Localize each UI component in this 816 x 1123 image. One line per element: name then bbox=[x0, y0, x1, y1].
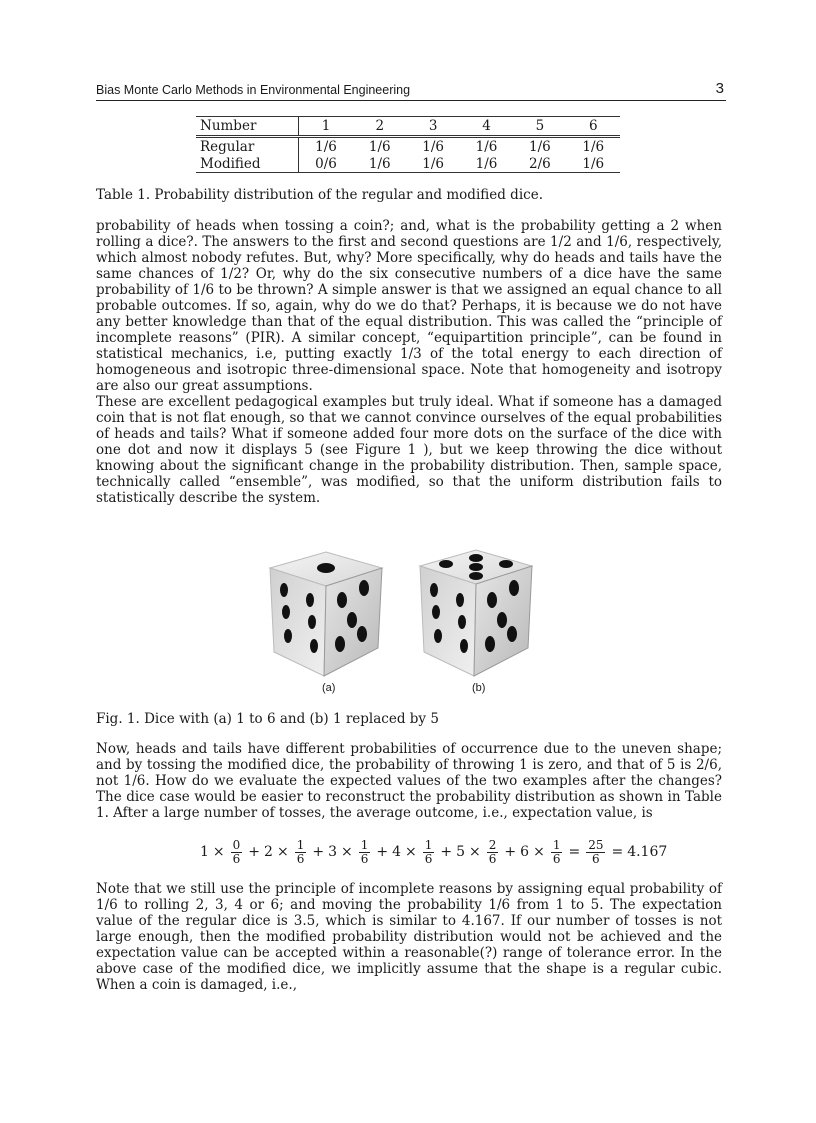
eq-factor: 1 bbox=[200, 844, 209, 860]
table-cell: 1/6 bbox=[422, 138, 445, 155]
body-paragraph bbox=[96, 881, 722, 993]
table-caption: Table 1. Probability distribution of the regular and modified dice. bbox=[96, 187, 543, 203]
body-paragraph bbox=[96, 218, 722, 506]
table-header-row bbox=[196, 117, 620, 137]
eq-numerator: 2 bbox=[488, 837, 497, 852]
eq-factor: 3 bbox=[328, 844, 337, 860]
eq-factor: 4 bbox=[392, 844, 402, 860]
table-row-label: Modified bbox=[196, 155, 299, 173]
eq-numerator: 0 bbox=[232, 837, 241, 852]
page-number: 3 bbox=[715, 80, 724, 97]
eq-denominator: 6 bbox=[232, 851, 241, 866]
paragraph-3: Now, heads and tails have different probabilities of occurrence due to the uneven shape; and by tossing the modified dice, the probability of throwing 1 is zero, and that of 5 is 2/6, not 1/6. How do we evaluate the expected values of the two examples after the changes? The dice case would be easier to reconstruct the probability distribution as shown in Table 1. After a large number of tosses, the average outcome, i.e., expectation value, is bbox=[96, 741, 722, 821]
eq-result-denominator: 6 bbox=[592, 851, 600, 866]
table-row-label: Regular bbox=[196, 137, 299, 156]
table-row bbox=[196, 137, 620, 156]
eq-denominator: 6 bbox=[296, 851, 305, 866]
table-column-header: 1 bbox=[299, 117, 354, 137]
table-row bbox=[196, 155, 620, 173]
dice-figure bbox=[266, 548, 556, 696]
eq-numerator: 1 bbox=[552, 837, 561, 852]
eq-denominator: 6 bbox=[552, 851, 561, 866]
die-a bbox=[270, 552, 382, 676]
eq-result-numerator: 25 bbox=[588, 837, 604, 852]
eq-denominator: 6 bbox=[488, 851, 497, 866]
table-cell: 1/6 bbox=[315, 138, 337, 155]
die-b bbox=[420, 550, 532, 676]
table-cell: 1/6 bbox=[567, 155, 620, 173]
figure-caption: Fig. 1. Dice with (a) 1 to 6 and (b) 1 replaced by 5 bbox=[96, 711, 439, 727]
dice-illustration bbox=[266, 548, 556, 696]
table-cell: 1/6 bbox=[582, 138, 605, 155]
table-cell: 0/6 bbox=[299, 155, 354, 173]
paragraph-1: probability of heads when tossing a coin?; and, what is the probability getting a 2 when rolling a dice?. The answers to the first and second questions are 1/2 and 1/6, respectively, which almost nobody refutes. But, why? More specifically, why do heads and tails have the same chances of 1/2? Or, why do the six consecutive numbers of a dice have the same probability of 1/6 to be thrown? A simple answer is that we assigned an equal chance to all probable outcomes. If so, again, why do we do that? Perhaps, it is because we do not have any better knowledge than that of the equal distribution. This was called the “principle of incomplete reasons” (PIR). A similar concept, “equipartition principle”, can be found in statistical mechanics, i.e, putting exactly 1/3 of the total energy to each direction of homogeneous and isotropic three-dimensional space. Note that homogeneity and isotropy are also our great assumptions. bbox=[96, 218, 722, 394]
expectation-equation: 1 × $\frac{0}{6}$ + 2 × $\frac{1}{6}$ + 3 × $\frac{1}{6}$ + 4 × $\frac{1}{6}$ + 5 × $\frac{2}{6}$ + 6 × $\frac{1}{6}$ = $\frac{25}{6}$ = 4.167 bbox=[200, 837, 668, 866]
figure-label-b: (b) bbox=[472, 682, 486, 694]
table-cell: 2/6 bbox=[513, 155, 566, 173]
table-column-header: 4 bbox=[460, 117, 513, 137]
table-cell: 1/6 bbox=[529, 138, 551, 155]
probability-table bbox=[196, 116, 620, 173]
figure-label-a: (a) bbox=[322, 682, 336, 694]
table-column-header: 3 bbox=[406, 117, 459, 137]
eq-numerator: 1 bbox=[296, 837, 305, 852]
eq-factor: 6 bbox=[520, 844, 530, 860]
table-cell: 1/6 bbox=[368, 138, 391, 155]
table-cell: 1/6 bbox=[353, 155, 406, 173]
eq-factor: 2 bbox=[264, 844, 273, 860]
eq-numerator: 1 bbox=[424, 837, 433, 852]
table-column-header: 5 bbox=[513, 117, 566, 137]
table-cell: 1/6 bbox=[406, 155, 459, 173]
table-column-header: 2 bbox=[353, 117, 406, 137]
eq-factor: 5 bbox=[456, 844, 466, 860]
table-cell: 1/6 bbox=[475, 138, 498, 155]
table-cell: 1/6 bbox=[460, 155, 513, 173]
eq-numerator: 1 bbox=[360, 837, 369, 852]
paragraph-2: These are excellent pedagogical examples but truly ideal. What if someone has a damaged coin that is not flat enough, so that we cannot convince ourselves of the equal probabilities of heads and tails? What if someone added four more dots on the surface of the dice with one dot and now it displays 5 (see Figure 1 ), but we keep throwing the dice without knowing about the significant change in the probability distribution. Then, sample space, technically called “ensemble”, was modified, so that the uniform distribution fails to statistically describe the system. bbox=[96, 394, 722, 506]
body-paragraph bbox=[96, 741, 722, 821]
eq-denominator: 6 bbox=[360, 851, 369, 866]
table-column-header: Number bbox=[196, 117, 299, 137]
table-column-header: 6 bbox=[567, 117, 620, 137]
paragraph-4: Note that we still use the principle of incomplete reasons by assigning equal probability of 1/6 to rolling 2, 3, 4 or 6; and moving the probability 1/6 from 1 to 5. The expectation value of the regular dice is 3.5, which is similar to 4.167. If our number of tosses is not large enough, then the modified probability distribution would not be achieved and the expectation value can be accepted within a reasonable(?) range of tolerance error. In the above case of the modified dice, we implicitly assume that the shape is a regular cubic. When a coin is damaged, i.e., bbox=[96, 881, 722, 993]
eq-result: 4.167 bbox=[627, 844, 668, 860]
running-title: Bias Monte Carlo Methods in Environmental Engineering bbox=[96, 83, 411, 97]
eq-denominator: 6 bbox=[424, 851, 433, 866]
running-header bbox=[96, 82, 726, 101]
